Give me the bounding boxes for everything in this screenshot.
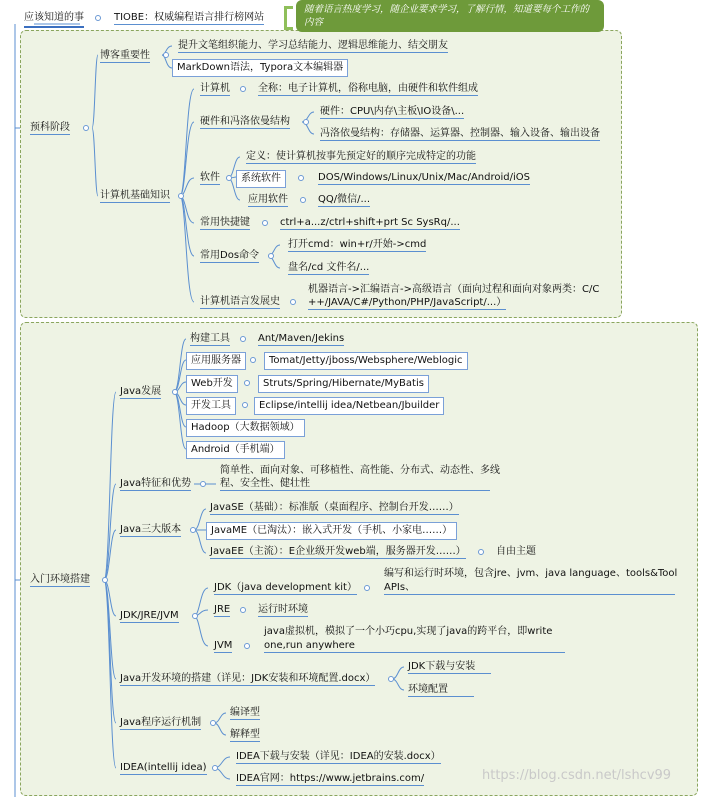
tools-collapse-icon[interactable]	[242, 402, 248, 408]
features-val-2[interactable]: 程、安全性、健壮性	[220, 478, 490, 491]
dos-item-2[interactable]: 盘名/cd 文件名/...	[288, 262, 370, 273]
jdk-jre-node[interactable]: JDK/JRE/JVM	[120, 610, 179, 621]
server-collapse-icon[interactable]	[250, 357, 256, 363]
dos-collapse-icon[interactable]	[268, 253, 274, 259]
jdk-val-2[interactable]: APIs、	[384, 582, 675, 595]
env-node[interactable]: Java开发环境的搭建（详见：JDK安装和环境配置.docx）	[120, 673, 376, 684]
shortcut-val[interactable]: ctrl+a...z/ctrl+shift+prt Sc SysRq/...	[280, 217, 460, 228]
intro-collapse-icon[interactable]	[102, 577, 108, 583]
root-node[interactable]: 应该知道的事	[24, 12, 84, 28]
cs-collapse-icon[interactable]	[178, 193, 184, 199]
computer-collapse-icon[interactable]	[240, 86, 246, 92]
hw-collapse-icon[interactable]	[303, 119, 309, 125]
sw-def[interactable]: 定义：使计算机按事先预定好的顺序完成特定的功能	[246, 151, 476, 162]
lang-val-1[interactable]: 机器语言->汇编语言->高级语言（面向过程和面向对象两类：C/C	[308, 284, 600, 295]
web-node[interactable]: Web开发	[186, 375, 238, 393]
run-collapse-icon[interactable]	[210, 720, 216, 726]
features-collapse-icon[interactable]	[200, 481, 206, 487]
app-sw-collapse-icon[interactable]	[300, 197, 306, 203]
server-val[interactable]: Tomat/Jetty/jboss/Websphere/Weblogic	[264, 352, 468, 370]
cs-node[interactable]: 计算机基础知识	[100, 190, 170, 201]
run-item-2[interactable]: 解释型	[230, 729, 260, 740]
jvm-val-2[interactable]: one,run anywhere	[264, 640, 565, 653]
prep-title[interactable]: 预科阶段	[30, 122, 70, 133]
version-ee-collapse-icon[interactable]	[478, 549, 484, 555]
dos-node[interactable]: 常用Dos命令	[200, 250, 260, 261]
versions-node[interactable]: Java三大版本	[120, 524, 182, 535]
jre-node[interactable]: JRE	[214, 604, 231, 615]
hadoop-node[interactable]: Hadoop（大数据领域）	[186, 419, 305, 437]
sys-sw-val[interactable]: DOS/Windows/Linux/Unix/Mac/Android/iOS	[318, 172, 530, 183]
idea-collapse-icon[interactable]	[212, 765, 218, 771]
sw-node[interactable]: 软件	[200, 172, 220, 183]
computer-def[interactable]: 全称：电子计算机，俗称电脑，由硬件和软件组成	[258, 83, 478, 94]
jdk-jre-collapse-icon[interactable]	[192, 613, 198, 619]
lang-collapse-icon[interactable]	[290, 299, 296, 305]
lang-node[interactable]: 计算机语言发展史	[200, 296, 280, 307]
idea-item-2[interactable]: IDEA官网：https://www.jetbrains.com/	[236, 773, 425, 784]
java-dev-node[interactable]: Java发展	[120, 386, 162, 397]
hw-item-2[interactable]: 冯洛依曼结构：存储器、运算器、控制器、输入设备、输出设备	[320, 128, 600, 139]
lang-val-2[interactable]: ++/JAVA/C#/Python/PHP/JavaScript/...）	[308, 297, 507, 308]
blog-item-2[interactable]: MarkDown语法，Typora文本编辑器	[172, 59, 348, 77]
note-label: 随着语言热度学习，随企业要求学习，了解行情，知道要每个工作的内容	[296, 0, 604, 32]
jvm-val-1[interactable]: java虚拟机，模拟了一个小巧cpu,实现了java的跨平台，即write	[264, 626, 553, 637]
features-val-1[interactable]: 简单性、面向对象、可移植性、高性能、分布式、动态性、多线	[220, 465, 500, 476]
topic-node[interactable]: 自由主题	[496, 546, 536, 557]
shortcut-node[interactable]: 常用快捷键	[200, 217, 250, 228]
tools-node[interactable]: 开发工具	[186, 397, 236, 415]
dos-item-1[interactable]: 打开cmd：win+r/开始->cmd	[288, 239, 427, 250]
jvm-collapse-icon[interactable]	[244, 643, 250, 649]
jdk-collapse-icon[interactable]	[364, 585, 370, 591]
version-ee[interactable]: JavaEE（主流）：E企业级开发web端，服务器开发……）	[210, 546, 466, 557]
blog-item-1[interactable]: 提升文笔组织能力、学习总结能力、逻辑思维能力、结交朋友	[178, 40, 448, 51]
build-collapse-icon[interactable]	[240, 336, 246, 342]
sys-sw-node[interactable]: 系统软件	[236, 170, 286, 188]
version-se[interactable]: JavaSE（基础）：标准版（桌面程序、控制台开发……）	[210, 502, 459, 513]
prep-collapse-icon[interactable]	[83, 125, 89, 131]
jre-collapse-icon[interactable]	[240, 607, 246, 613]
android-node[interactable]: Android（手机端）	[186, 441, 285, 459]
root-collapse-icon[interactable]	[95, 15, 101, 21]
jre-val[interactable]: 运行时环境	[258, 604, 308, 615]
shortcut-collapse-icon[interactable]	[262, 220, 268, 226]
run-item-1[interactable]: 编译型	[230, 707, 260, 718]
env-item-1[interactable]: JDK下载与安装	[408, 661, 491, 674]
blog-node[interactable]: 博客重要性	[100, 50, 150, 61]
build-node[interactable]: 构建工具	[190, 333, 230, 344]
app-sw-val[interactable]: QQ/微信/...	[318, 194, 371, 205]
env-item-2[interactable]: 环境配置	[408, 684, 474, 697]
intro-title[interactable]: 入门环境搭建	[30, 574, 90, 585]
hw-node[interactable]: 硬件和冯洛依曼结构	[200, 116, 290, 127]
jdk-val-1[interactable]: 编写和运行时环境，包含jre、jvm、java language、tools&Tool	[384, 568, 678, 579]
features-node[interactable]: Java特征和优势	[120, 478, 192, 489]
sys-sw-collapse-icon[interactable]	[298, 175, 304, 181]
web-val[interactable]: Struts/Spring/Hibernate/MyBatis	[258, 375, 429, 393]
tiobe-node[interactable]: TIOBE：权威编程语言排行榜网站	[114, 12, 265, 23]
version-me[interactable]: JavaME（已淘汰）：嵌入式开发（手机、小家电……）	[206, 522, 457, 540]
computer-node[interactable]: 计算机	[200, 83, 230, 94]
env-collapse-icon[interactable]	[388, 676, 394, 682]
app-sw-node[interactable]: 应用软件	[248, 194, 288, 205]
watermark: https://blog.csdn.net/lshcv99	[482, 768, 672, 783]
server-node[interactable]: 应用服务器	[186, 352, 246, 370]
run-node[interactable]: Java程序运行机制	[120, 717, 202, 728]
blog-collapse-icon[interactable]	[163, 52, 169, 58]
build-val[interactable]: Ant/Maven/Jekins	[258, 333, 345, 344]
idea-node[interactable]: IDEA(intellij idea)	[120, 762, 207, 773]
web-collapse-icon[interactable]	[244, 380, 250, 386]
bracket-icon	[284, 6, 293, 30]
jvm-node[interactable]: JVM	[214, 640, 233, 651]
java-dev-collapse-icon[interactable]	[172, 389, 178, 395]
tools-val[interactable]: Eclipse/intellij idea/Netbean/Jbuilder	[254, 397, 444, 415]
idea-item-1[interactable]: IDEA下载与安装（详见：IDEA的安装.docx）	[236, 751, 441, 762]
sw-collapse-icon[interactable]	[226, 175, 232, 181]
hw-item-1[interactable]: 硬件：CPU\内存\主板\IO设备\...	[320, 106, 465, 117]
jdk-node[interactable]: JDK（java development kit）	[214, 582, 357, 593]
versions-collapse-icon[interactable]	[190, 527, 196, 533]
